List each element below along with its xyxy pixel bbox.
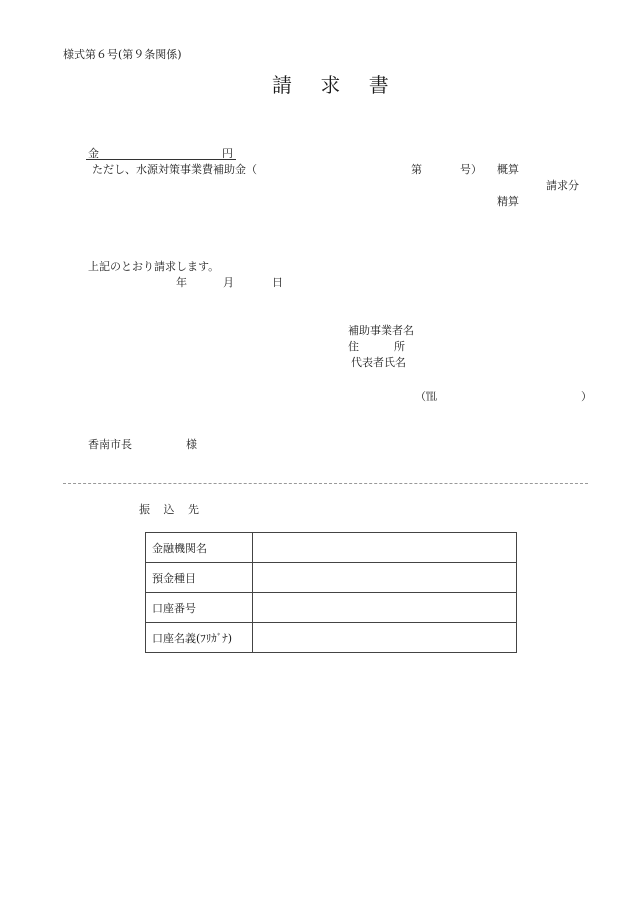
title-char-2: 求 <box>320 73 341 97</box>
proviso-text: ただし、水源対策事業費補助金（ <box>92 163 257 176</box>
form-number: 様式第６号(第９条関係) <box>63 48 182 61</box>
account-number-label: 口座番号 <box>146 593 253 623</box>
account-number-value[interactable] <box>253 593 517 623</box>
amount-underline <box>86 159 236 160</box>
table-row <box>146 563 517 593</box>
representative-label: 代表者氏名 <box>351 356 406 369</box>
tel-open: （℡ <box>415 390 437 403</box>
transfer-heading <box>139 501 199 517</box>
bank-info-table <box>145 532 517 653</box>
amount-unit: 円 <box>222 147 233 160</box>
deposit-type-value[interactable] <box>253 563 517 593</box>
amount-prefix: 金 <box>88 147 99 160</box>
page-title <box>272 69 389 98</box>
account-holder-value[interactable] <box>253 623 517 653</box>
bank-name-label: 金融機関名 <box>146 533 253 563</box>
addressee-name: 香南市長 <box>88 438 132 451</box>
table-row <box>146 533 517 563</box>
proviso-dai: 第 <box>411 163 422 176</box>
date-year: 年 <box>176 276 187 289</box>
date-month: 月 <box>223 276 234 289</box>
transfer-heading-char-3: 先 <box>188 503 199 516</box>
addressee-honorific: 様 <box>186 438 197 451</box>
address-label-2: 所 <box>394 340 405 353</box>
bank-name-value[interactable] <box>253 533 517 563</box>
tel-close: ） <box>581 390 592 403</box>
title-char-1: 請 <box>272 73 292 97</box>
request-statement: 上記のとおり請求します。 <box>88 260 220 273</box>
cut-line-divider <box>63 483 588 484</box>
address-label-1: 住 <box>348 340 359 353</box>
table-row <box>146 593 517 623</box>
date-day: 日 <box>272 276 283 289</box>
table-row <box>146 623 517 653</box>
account-holder-label: 口座名義(ﾌﾘｶﾞﾅ) <box>146 623 253 653</box>
proviso-go: 号） <box>460 163 482 176</box>
business-name-label: 補助事業者名 <box>348 324 414 337</box>
option-gaisan: 概算 <box>497 163 519 176</box>
transfer-heading-char-1: 振 <box>139 503 150 516</box>
option-seisan: 精算 <box>497 195 519 208</box>
option-seikyu-bun: 請求分 <box>546 179 579 192</box>
deposit-type-label: 預金種目 <box>146 563 253 593</box>
transfer-heading-char-2: 込 <box>163 503 175 516</box>
title-char-3: 書 <box>368 73 389 97</box>
